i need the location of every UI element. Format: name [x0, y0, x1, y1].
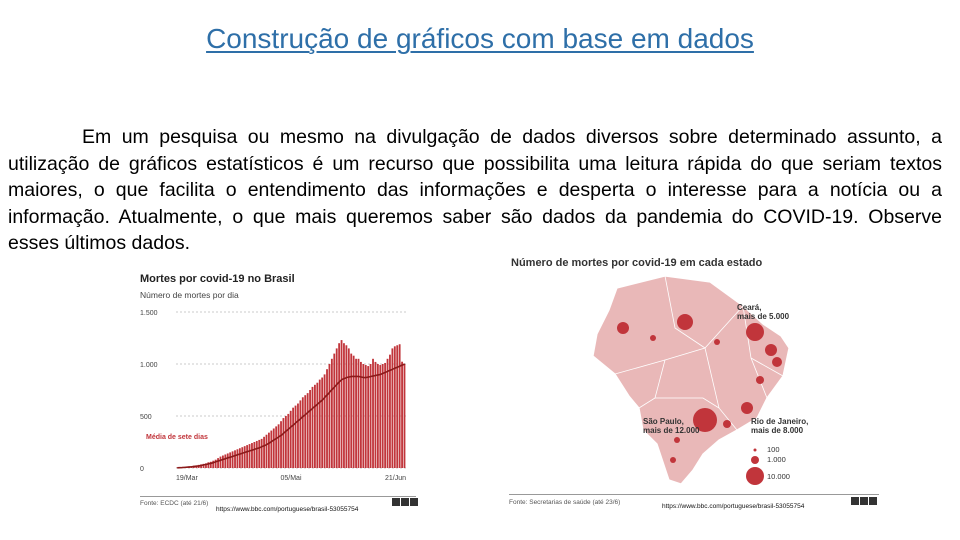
- y-tick-label: 500: [140, 414, 152, 421]
- bar: [256, 441, 258, 468]
- bar: [280, 421, 282, 468]
- bar: [309, 390, 311, 468]
- bar: [292, 408, 294, 468]
- bar: [384, 363, 386, 468]
- bar: [266, 435, 268, 468]
- y-tick-label: 1.500: [140, 310, 158, 317]
- bar: [285, 416, 287, 468]
- bar: [338, 343, 340, 468]
- bar: [270, 431, 272, 468]
- bar: [302, 397, 304, 468]
- bar: [401, 362, 403, 468]
- legend-10000: 10.000: [767, 472, 790, 481]
- legend-100: 100: [767, 445, 780, 454]
- bar: [324, 374, 326, 468]
- bar: [379, 365, 381, 468]
- bar: [341, 340, 343, 468]
- bar: [321, 378, 323, 468]
- bar: [382, 364, 384, 468]
- bar: [268, 433, 270, 468]
- bar: [239, 448, 241, 468]
- slide-paragraph: Em um pesquisa ou mesmo na divulgação de dados diversos sobre determinado assunto, a utilização de gráficos estatísticos é um recurso que possibilita uma leitura rápida do que seriam textos maiores, o que facilita o entendimento das informações e desperta o interesse para a notícia ou a informação. Atualmente, o que mais queremos saber são dados da pandemia do COVID-19. Observe esses últimos dados.: [8, 126, 942, 254]
- bar: [304, 395, 306, 468]
- bar: [287, 414, 289, 468]
- bar: [353, 356, 355, 468]
- bar: [258, 440, 260, 468]
- y-tick-label: 1.000: [140, 362, 158, 369]
- bar: [251, 443, 253, 468]
- bar: [224, 454, 226, 468]
- bar: [345, 345, 347, 468]
- bar: [299, 400, 301, 468]
- bar: [319, 380, 321, 468]
- bar: [331, 359, 333, 468]
- bar: [355, 359, 357, 468]
- bar: [312, 387, 314, 468]
- bar: [391, 348, 393, 468]
- bar: [244, 446, 246, 468]
- bar: [217, 458, 219, 468]
- source-link-map[interactable]: https://www.bbc.com/portuguese/brasil-53055754: [662, 503, 805, 510]
- bar: [326, 369, 328, 468]
- bar: [232, 451, 234, 468]
- bar: [365, 365, 367, 468]
- bar: [367, 366, 369, 468]
- bar: [377, 364, 379, 468]
- bar: [290, 411, 292, 468]
- bar: [229, 452, 231, 468]
- x-tick-label: 21/Jun: [384, 475, 406, 482]
- bar: [394, 346, 396, 468]
- bar: [263, 437, 265, 468]
- bar: [375, 362, 377, 468]
- bar: [404, 364, 406, 468]
- bar: [278, 424, 280, 468]
- x-tick-label: 05/Mai: [280, 475, 302, 482]
- bar: [358, 359, 360, 468]
- bar: [222, 456, 224, 468]
- x-tick-label: 19/Mar: [176, 475, 198, 482]
- bar: [307, 393, 309, 468]
- bar: [234, 450, 236, 468]
- bar: [370, 364, 372, 468]
- bar: [283, 418, 285, 468]
- bar: [295, 406, 297, 468]
- bar: [399, 344, 401, 468]
- slide-title: Construção de gráficos com base em dados: [206, 23, 754, 54]
- bar: [389, 355, 391, 468]
- bar: [237, 449, 239, 468]
- deaths-map-chart: [505, 248, 883, 512]
- bar: [275, 426, 277, 468]
- chart-title: Mortes por covid-19 no Brasil: [140, 273, 295, 285]
- bbc-logo: [392, 498, 418, 506]
- y-tick-label: 0: [140, 466, 144, 473]
- bar: [350, 354, 352, 468]
- bar: [329, 364, 331, 468]
- bar: [241, 447, 243, 468]
- map-title: Número de mortes por covid-19 em cada estado: [511, 257, 763, 269]
- bar: [314, 385, 316, 468]
- bar: [220, 457, 222, 468]
- map-source: Fonte: Secretarias de saúde (até 23/6): [509, 499, 621, 506]
- bar: [362, 364, 364, 468]
- source-link-chart[interactable]: https://www.bbc.com/portuguese/brasil-53055754: [216, 506, 359, 513]
- bar: [396, 345, 398, 468]
- bar: [387, 359, 389, 468]
- bar: [297, 404, 299, 468]
- annotation-rio: Rio de Janeiro, mais de 8.000: [751, 417, 809, 435]
- bar: [261, 439, 263, 468]
- chart-source: Fonte: ECDC (até 21/6): [140, 500, 209, 507]
- legend-1000: 1.000: [767, 455, 786, 464]
- bar: [253, 442, 255, 468]
- average-annotation: Média de sete dias: [146, 434, 208, 441]
- chart-subtitle: Número de mortes por dia: [140, 290, 239, 300]
- bar: [336, 348, 338, 468]
- annotation-sao-paulo: São Paulo, mais de 12.000: [643, 417, 700, 435]
- bar: [273, 428, 275, 468]
- bar: [227, 453, 229, 468]
- deaths-bar-chart: [136, 256, 420, 520]
- annotation-ceara: Ceará, mais de 5.000: [737, 303, 790, 321]
- bar: [316, 383, 318, 468]
- bar: [333, 354, 335, 468]
- bbc-logo: [851, 497, 877, 505]
- bar: [343, 343, 345, 468]
- bar: [246, 445, 248, 468]
- bar: [348, 348, 350, 468]
- bar: [249, 444, 251, 468]
